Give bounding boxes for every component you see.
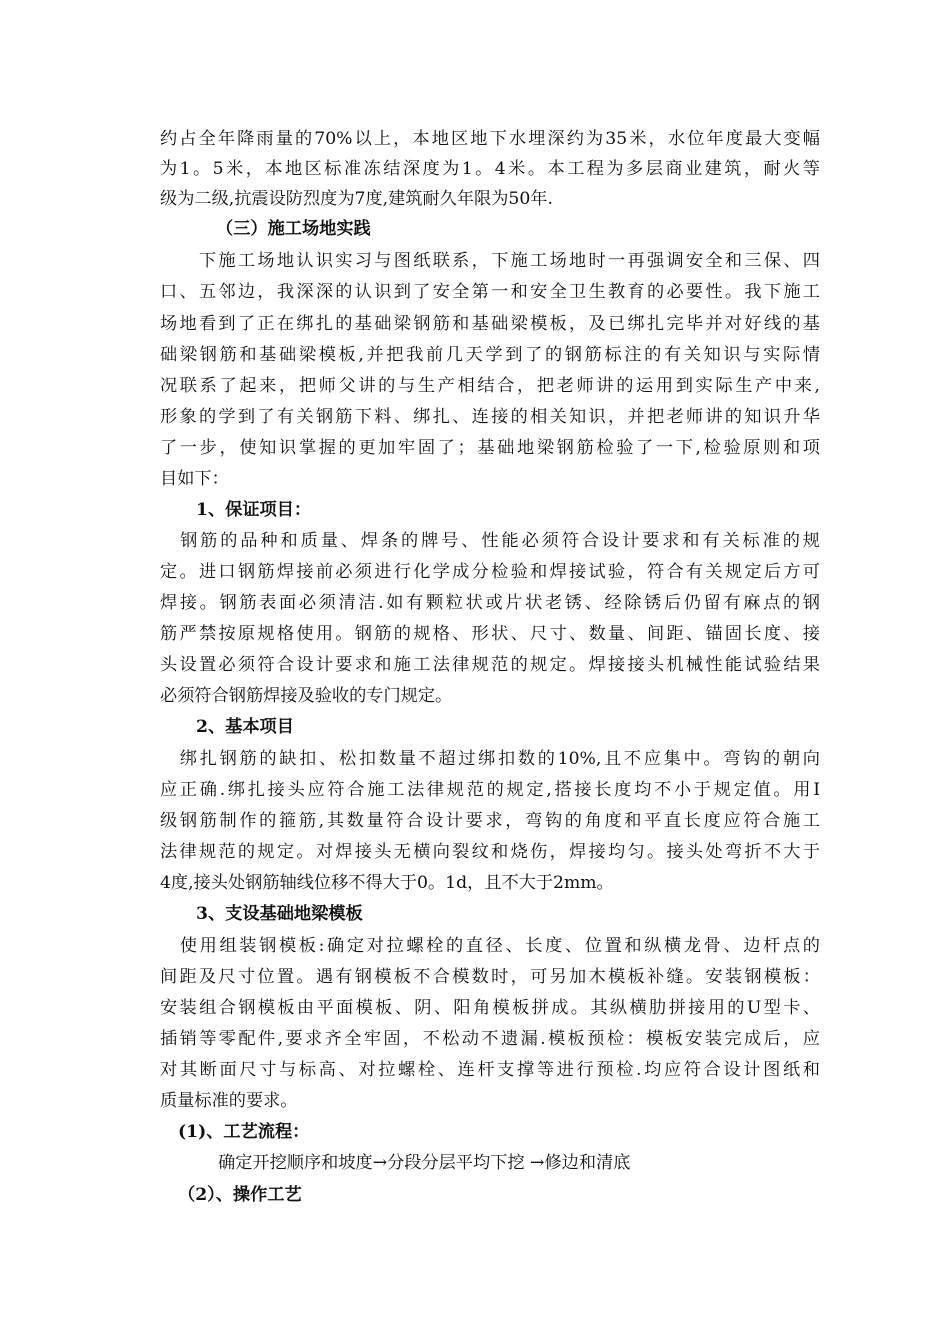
item-heading: 2、基本项目 (196, 717, 294, 737)
item-heading: 3、支设基础地梁模板 (196, 904, 363, 924)
text-line: 了一步，使知识掌握的更加牢固了；基础地梁钢筋检验了一下,检验原则和项 (160, 438, 820, 458)
text-line: 况联系了起来，把师父讲的与生产相结合，把老师讲的运用到实际生产中来, (160, 376, 820, 396)
text-line: 级为二级,抗震设防烈度为7度,建筑耐久年限为50年. (160, 189, 553, 209)
text-line: 础梁钢筋和基础梁模板,并把我前几天学到了的钢筋标注的有关知识与实际情 (160, 345, 820, 365)
text-line: 必须符合钢筋焊接及验收的专门规定。 (160, 686, 453, 706)
text-line: 口、五邻边，我深深的认识到了安全第一和安全卫生教育的必要性。我下施工 (160, 282, 820, 302)
text-line: 筋严禁按原规格使用。钢筋的规格、形状、尺寸、数量、间距、锚固长度、接 (160, 624, 820, 644)
text-line: 绑扎钢筋的缺扣、松扣数量不超过绑扣数的10%,且不应集中。弯钩的朝向 (160, 749, 820, 769)
subsection-heading: (1)、工艺流程： (178, 1122, 310, 1142)
text-line: 头设置必须符合设计要求和施工法律规范的规定。焊接接头机械性能试验结果 (160, 655, 820, 675)
text-line: 间距及尺寸位置。遇有钢模板不合模数时，可另加木模板补缝。安装钢模板： (160, 967, 820, 987)
text-line: 安装组合钢模板由平面模板、阴、阳角模板拼成。其纵横肋拼接用的U型卡、 (160, 998, 820, 1018)
text-line: 应正确.绑扎接头应符合施工法律规范的规定,搭接长度均不小于规定值。用I (160, 780, 820, 800)
text-line: 插销等零配件,要求齐全牢固，不松动不遗漏.模板预检：模板安装完成后，应 (160, 1029, 820, 1049)
text-line: 约占全年降雨量的70%以上，本地区地下水埋深约为35米，水位年度最大变幅 (160, 129, 820, 149)
text-line: 焊接。钢筋表面必须清洁.如有颗粒状或片状老锈、经除锈后仍留有麻点的钢 (160, 593, 820, 613)
text-line: 对其断面尺寸与标高、对拉螺栓、连杆支撑等进行预检.均应符合设计图纸和 (160, 1060, 820, 1080)
text-line: 级钢筋制作的箍筋,其数量符合设计要求，弯钩的角度和平直长度应符合施工 (160, 811, 820, 831)
text-line: 目如下： (160, 469, 229, 489)
subsection-heading: （2）、操作工艺 (178, 1185, 302, 1205)
process-flow-text: 确定开挖顺序和坡度→分段分层平均下挖 →修边和清底 (218, 1153, 631, 1173)
text-line: 质量标准的要求。 (160, 1091, 298, 1111)
text-line: 为1。5米，本地区标准冻结深度为1。4米。本工程为多层商业建筑，耐火等 (160, 159, 820, 179)
text-line: 定。进口钢筋焊接前必须进行化学成分检验和焊接试验，符合有关规定后方可 (160, 562, 820, 582)
section-heading: （三）施工场地实践 (216, 219, 371, 239)
item-heading: 1、保证项目： (196, 500, 312, 520)
text-line: 4度,接头处钢筋轴线位移不得大于0。1d，且不大于2mm。 (160, 873, 614, 893)
text-line: 钢筋的品种和质量、焊条的牌号、性能必须符合设计要求和有关标准的规 (160, 531, 820, 551)
text-line: 场地看到了正在绑扎的基础梁钢筋和基础梁模板，及已绑扎完毕并对好线的基 (160, 314, 820, 334)
text-line: 法律规范的规定。对焊接头无横向裂纹和烧伤，焊接均匀。接头处弯折不大于 (160, 842, 820, 862)
text-line: 使用组装钢模板:确定对拉螺栓的直径、长度、位置和纵横龙骨、边杆点的 (160, 936, 820, 956)
text-line: 形象的学到了有关钢筋下料、绑扎、连接的相关知识，并把老师讲的知识升华 (160, 407, 820, 427)
text-line: 下施工场地认识实习与图纸联系，下施工场地时一再强调安全和三保、四 (160, 251, 820, 271)
